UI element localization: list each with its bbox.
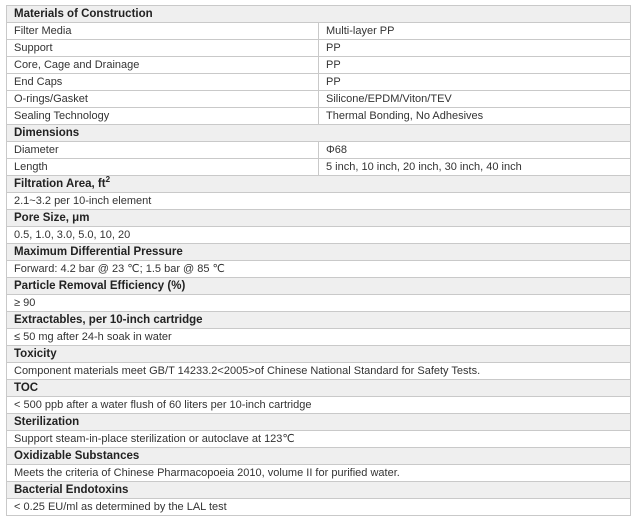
property-value: 5 inch, 10 inch, 20 inch, 30 inch, 40 inch [319, 159, 631, 176]
property-value: 0.5, 1.0, 3.0, 5.0, 10, 20 [7, 227, 631, 244]
table-row [7, 159, 631, 176]
property-value: Thermal Bonding, No Adhesives [319, 108, 631, 125]
table-row [7, 40, 631, 57]
table-row [7, 193, 631, 210]
table-row [7, 295, 631, 312]
section-title: Oxidizable Substances [14, 450, 140, 462]
table-row [7, 142, 631, 159]
property-value: < 0.25 EU/ml as determined by the LAL test [7, 499, 631, 516]
table-row [7, 57, 631, 74]
section-header [7, 312, 631, 329]
section-title: Pore Size, μm [14, 212, 90, 224]
table-row [7, 227, 631, 244]
table-row [7, 363, 631, 380]
property-value: Component materials meet GB/T 14233.2<2005>of Chinese National Standard for Safety Tests. [7, 363, 631, 380]
property-label: O-rings/Gasket [7, 91, 319, 108]
section-header-row [7, 244, 631, 261]
property-value: Silicone/EPDM/Viton/TEV [319, 91, 631, 108]
specifications-table-body [7, 6, 631, 516]
property-value: Multi-layer PP [319, 23, 631, 40]
property-value: Φ68 [319, 142, 631, 159]
property-value: Forward: 4.2 bar @ 23 ℃; 1.5 bar @ 85 ℃ [7, 261, 631, 278]
section-header [7, 244, 631, 261]
section-header [7, 346, 631, 363]
section-title: Sterilization [14, 416, 80, 428]
section-title: Filtration Area, ft [14, 178, 106, 190]
section-header [7, 482, 631, 499]
section-header-row [7, 346, 631, 363]
table-row [7, 329, 631, 346]
section-title: Dimensions [14, 127, 80, 139]
property-label: End Caps [7, 74, 319, 91]
section-header [7, 210, 631, 227]
property-value: Meets the criteria of Chinese Pharmacopoeia 2010, volume II for purified water. [7, 465, 631, 482]
section-header-row [7, 414, 631, 431]
property-value: PP [319, 57, 631, 74]
property-label: Core, Cage and Drainage [7, 57, 319, 74]
property-label: Diameter [7, 142, 319, 159]
section-title: Bacterial Endotoxins [14, 484, 129, 496]
table-row [7, 23, 631, 40]
section-title: Particle Removal Efficiency (%) [14, 280, 186, 292]
property-value: Support steam-in-place sterilization or autoclave at 123℃ [7, 431, 631, 448]
table-row [7, 397, 631, 414]
section-header [7, 380, 631, 397]
section-header [7, 414, 631, 431]
table-row [7, 465, 631, 482]
property-value: ≥ 90 [7, 295, 631, 312]
property-label: Sealing Technology [7, 108, 319, 125]
property-value: ≤ 50 mg after 24-h soak in water [7, 329, 631, 346]
property-label: Support [7, 40, 319, 57]
section-header-row [7, 6, 631, 23]
section-header-row [7, 312, 631, 329]
property-value: PP [319, 74, 631, 91]
table-row [7, 431, 631, 448]
table-row [7, 74, 631, 91]
table-row [7, 499, 631, 516]
section-header-row [7, 448, 631, 465]
table-row [7, 108, 631, 125]
section-header [7, 448, 631, 465]
section-title: Materials of Construction [14, 8, 153, 20]
property-value: 2.1~3.2 per 10-inch element [7, 193, 631, 210]
section-header-row [7, 125, 631, 142]
section-header [7, 278, 631, 295]
section-title-superscript: 2 [105, 175, 111, 185]
section-header-row [7, 482, 631, 499]
property-label: Filter Media [7, 23, 319, 40]
table-row [7, 91, 631, 108]
spec-table-container [6, 5, 630, 516]
section-header-row [7, 176, 631, 193]
section-title: Toxicity [14, 348, 57, 360]
section-header-row [7, 210, 631, 227]
section-title: TOC [14, 382, 39, 394]
specifications-table [6, 5, 631, 516]
property-label: Length [7, 159, 319, 176]
table-row [7, 261, 631, 278]
section-header [7, 6, 631, 23]
section-header-row [7, 380, 631, 397]
section-header [7, 125, 631, 142]
property-value: < 500 ppb after a water flush of 60 liters per 10-inch cartridge [7, 397, 631, 414]
section-title: Extractables, per 10-inch cartridge [14, 314, 203, 326]
section-title: Maximum Differential Pressure [14, 246, 183, 258]
section-header [7, 176, 631, 193]
property-value: PP [319, 40, 631, 57]
section-header-row [7, 278, 631, 295]
